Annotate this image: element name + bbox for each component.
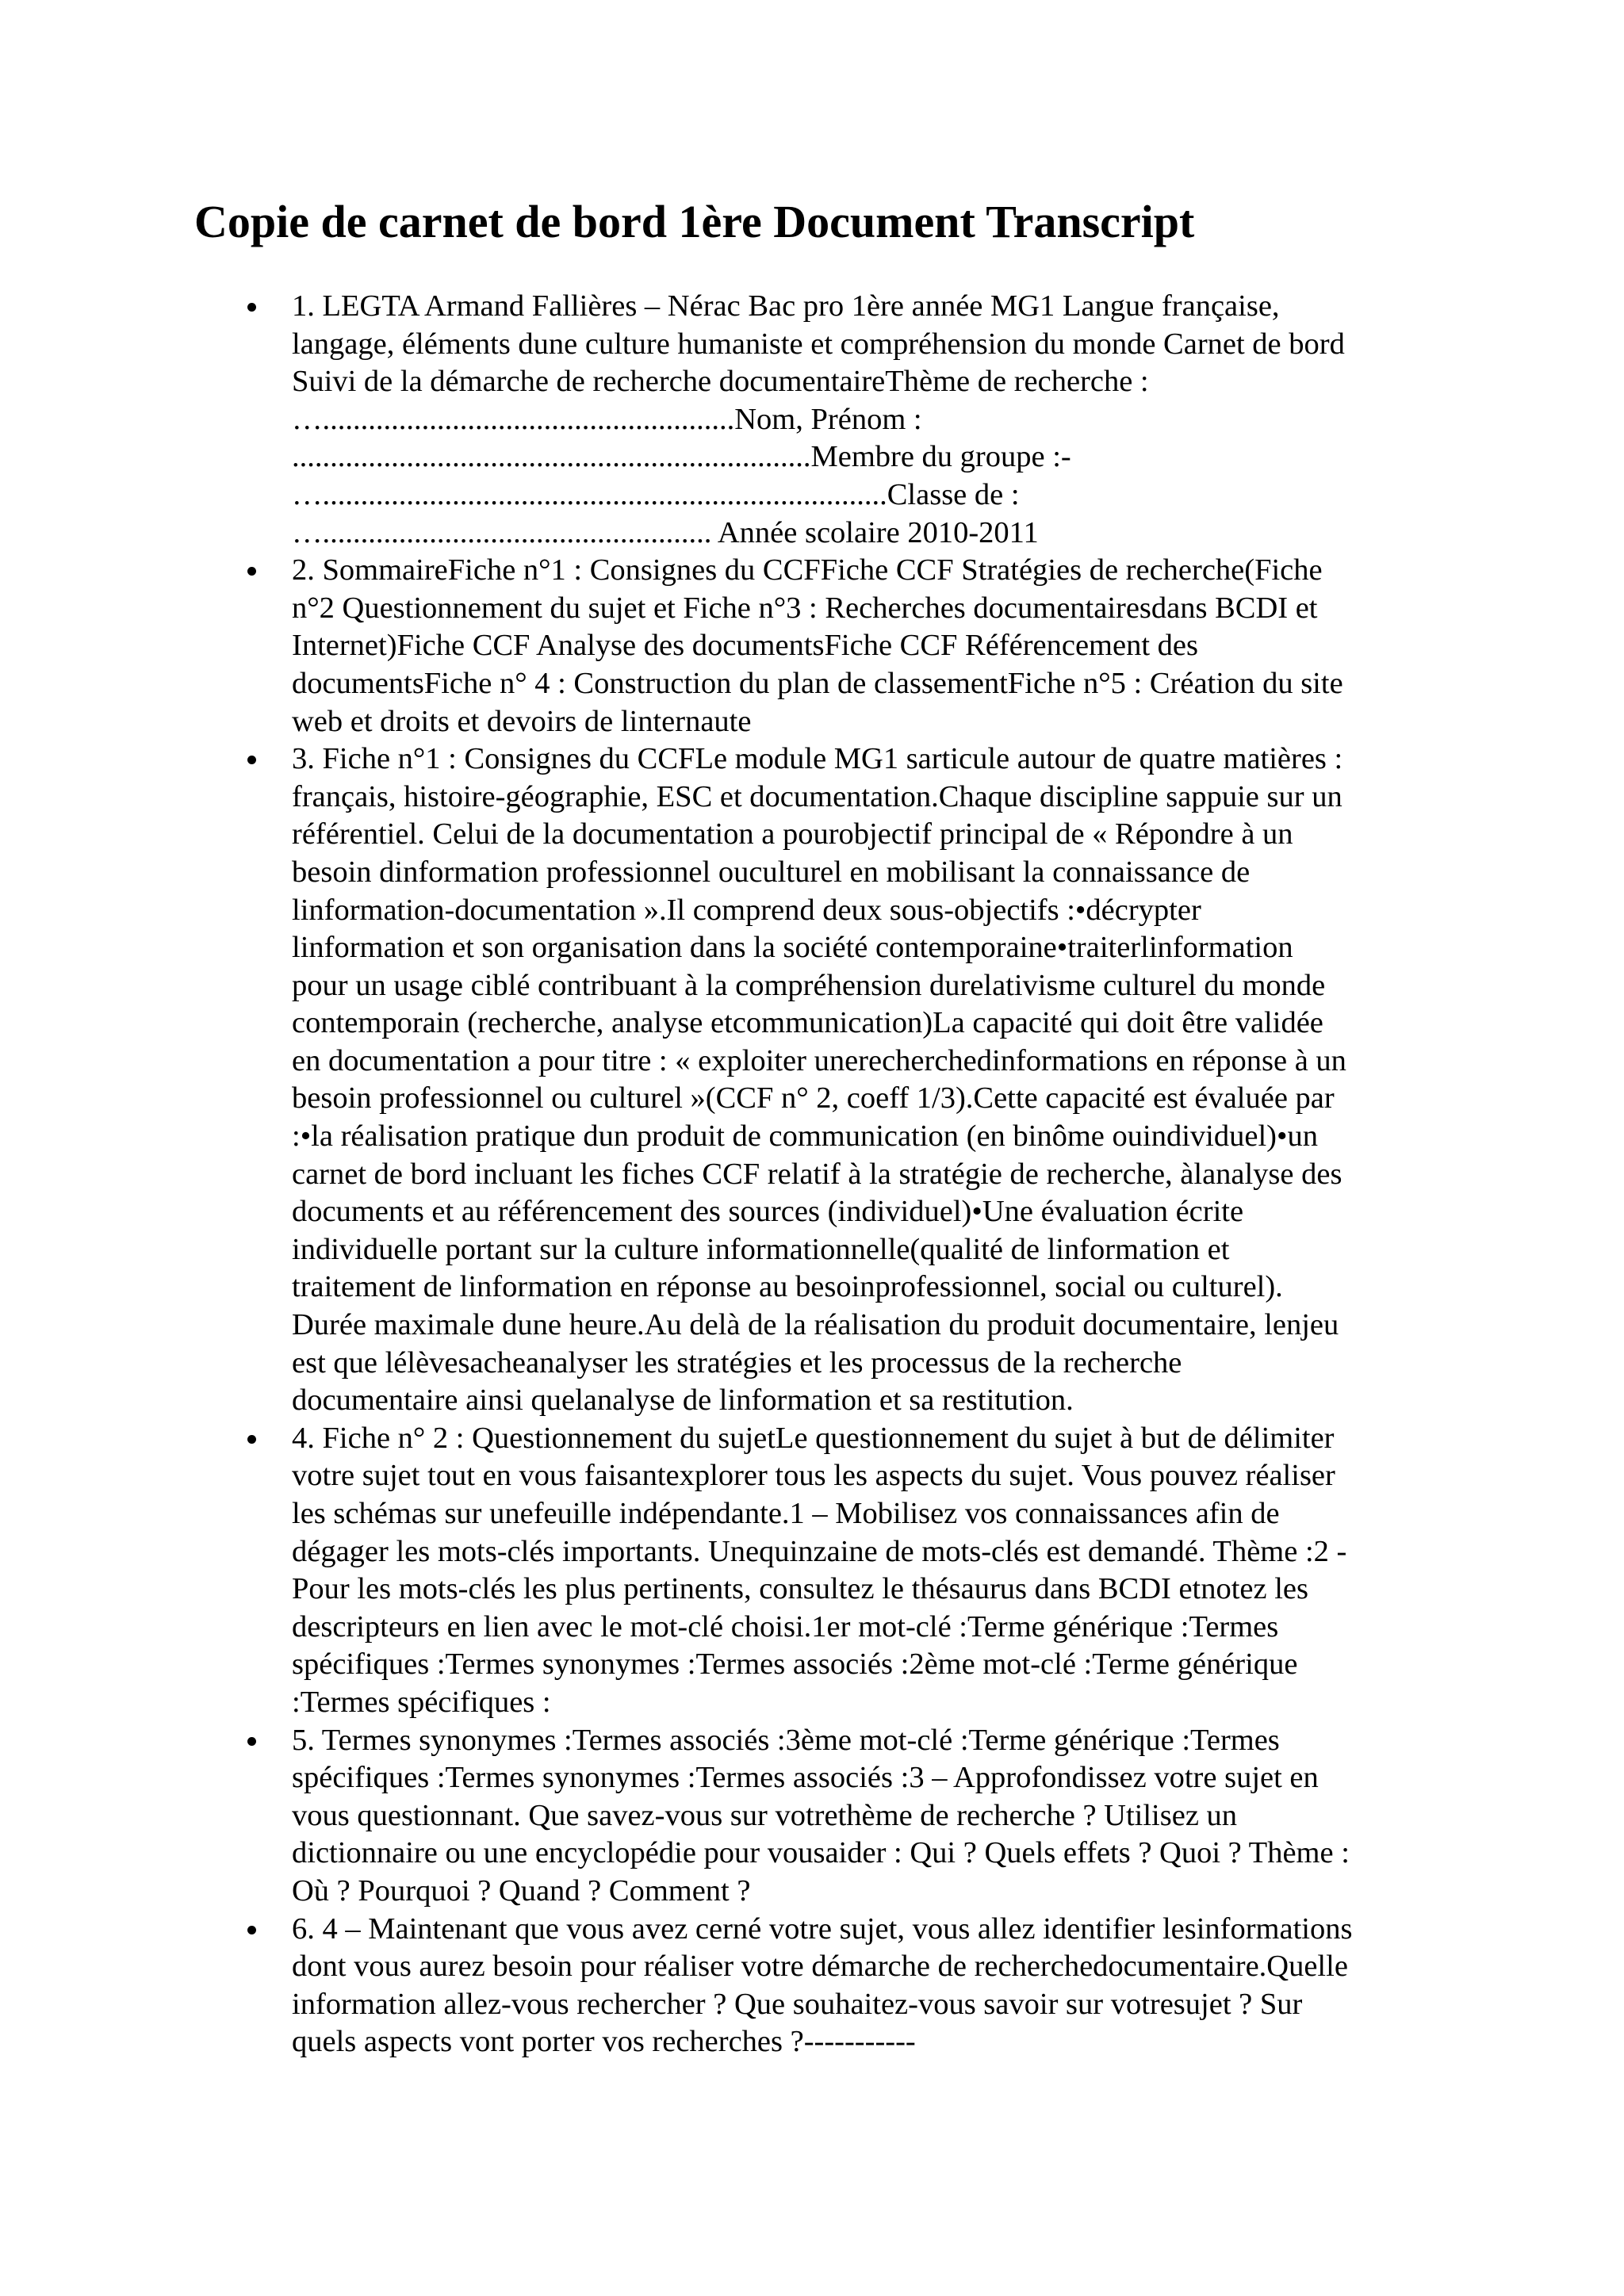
bullet-icon: [247, 1737, 256, 1746]
bullet-icon: [247, 567, 256, 576]
bullet-icon: [247, 1926, 256, 1934]
list-item: [292, 1911, 1442, 2061]
transcript-list: [292, 288, 1442, 2061]
list-item-text: 3. Fiche n°1 : Consignes du CCFLe module MG1 sarticule autour de quatre matières : français, histoire-géographie, ESC et documentation.Chaque discipline sappuie sur un référentiel. Celui de la documentation a pourobjectif principal de « Répondre à un besoin dinformation professionnel ouculturel en mobilisant la connaissance de linformation-documentation ».Il comprend deux sous-objectifs :•décrypter linformation et son organisation dans la société contemporaine•traiterlinformation pour un usage ciblé contribuant à la compréhension durelativisme culturel du monde contemporain (recherche, analyse etcommunication)La capacité qui doit être validée en documentation a pour titre : « exploiter unerecherchedinformations en réponse à un besoin professionnel ou culturel »(CCF n° 2, coeff 1/3).Cette capacité est évaluée par :•la réalisation pratique dun produit de communication (en binôme ouindividuel)•un carnet de bord incluant les fiches CCF relatif à la stratégie de recherche, àlanalyse des documents et au référencement des sources (individuel)•Une évaluation écrite individuelle portant sur la culture informationnelle(qualité de linformation et traitement de linformation en réponse au besoinprofessionnel, social ou culturel). Durée maximale dune heure.Au delà de la réalisation du produit documentaire, lenjeu est que lélèvesacheanalyser les stratégies et les processus de la recherche documentaire ainsi quelanalyse de linformation et sa restitution.: [292, 742, 1346, 1418]
bullet-icon: [247, 756, 256, 764]
list-item: [292, 288, 1442, 552]
list-item-text: 5. Termes synonymes :Termes associés :3ème mot-clé :Terme générique :Termes spécifiques :Termes synonymes :Termes associés :3 – Approfondissez votre sujet en vous questionnant. Que savez-vous sur votrethème de recherche ? Utilisez un dictionnaire ou une encyclopédie pour vousaider : Qui ? Quels effets ? Quoi ? Thème : Où ? Pourquoi ? Quand ? Comment ?: [292, 1723, 1350, 1908]
bullet-icon: [247, 303, 256, 312]
bullet-icon: [247, 1435, 256, 1444]
list-item: [292, 740, 1442, 1420]
list-item-text: 6. 4 – Maintenant que vous avez cerné votre sujet, vous allez identifier lesinformations dont vous aurez besoin pour réaliser votre démarche de recherchedocumentaire.Quelle information allez-vous rechercher ? Que souhaitez-vous savoir sur votresujet ? Sur quels aspects vont porter vos recherches ?-----------: [292, 1911, 1353, 2059]
list-item: [292, 552, 1442, 740]
list-item-text: 4. Fiche n° 2 : Questionnement du sujetLe questionnement du sujet à but de délimiter votre sujet tout en vous faisantexplorer tous les aspects du sujet. Vous pouvez réaliser les schémas sur unefeuille indépendante.1 – Mobilisez vos connaissances afin de dégager les mots-clés importants. Unequinzaine de mots-clés est demandé. Thème :2 - Pour les mots-clés les plus pertinents, consultez le thésaurus dans BCDI etnotez les descripteurs en lien avec le mot-clé choisi.1er mot-clé :Terme générique :Termes spécifiques :Termes synonymes :Termes associés :2ème mot-clé :Terme générique :Termes spécifiques :: [292, 1421, 1347, 1719]
page-title: Copie de carnet de bord 1ère Document Transcript: [194, 196, 1195, 247]
list-item: [292, 1722, 1442, 1911]
list-item: [292, 1420, 1442, 1722]
list-item-text: 2. SommaireFiche n°1 : Consignes du CCFFiche CCF Stratégies de recherche(Fiche n°2 Questionnement du sujet et Fiche n°3 : Recherches documentairesdans BCDI et Internet)Fiche CCF Analyse des documentsFiche CCF Référencement des documentsFiche n° 4 : Construction du plan de classementFiche n°5 : Création du site web et droits et devoirs de linternaute: [292, 553, 1343, 738]
list-item-text: 1. LEGTA Armand Fallières – Nérac Bac pro 1ère année MG1 Langue française, langage, éléments dune culture humaniste et compréhension du monde Carnet de bord Suivi de la démarche de recherche documentaireThème de recherche : …......................................................Nom, Prénom : ....................................................................Membre du groupe :- …..........................................................................Classe de : …................................................... Année scolaire 2010-2011: [292, 289, 1345, 549]
